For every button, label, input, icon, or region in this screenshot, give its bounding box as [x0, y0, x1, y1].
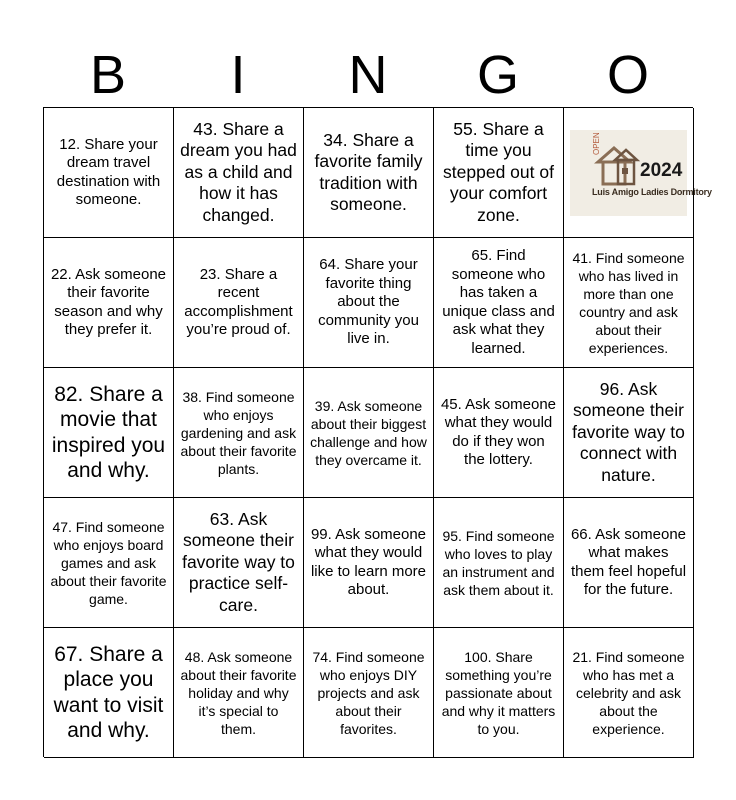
bingo-header	[43, 44, 693, 106]
cell-text: 64. Share your favorite thing about the community you live in.	[318, 256, 419, 348]
cell-text: 55. Share a time you stepped out of your comfort zone.	[443, 118, 554, 225]
bingo-cell[interactable]	[44, 368, 174, 498]
header-letter-b: B	[89, 45, 127, 105]
bingo-cell[interactable]	[434, 628, 564, 758]
bingo-cell[interactable]	[174, 108, 304, 238]
cell-text: 99. Ask someone what they would like to learn more about.	[310, 525, 427, 598]
cell-text: 66. Ask someone what makes them feel hopeful for the future.	[570, 525, 687, 598]
cell-text: 63. Ask someone their favorite way to practice self-care.	[182, 508, 295, 615]
cell-text: 39. Ask someone about their biggest challenge and how they overcame it.	[310, 397, 427, 468]
bingo-cell[interactable]	[564, 238, 694, 368]
bingo-cell[interactable]	[174, 238, 304, 368]
cell-text: 38. Find someone who enjoys gardening and ask about their favorite plants.	[180, 388, 297, 477]
cell-text: 65. Find someone who has taken a unique class and ask what they learned.	[442, 247, 555, 357]
bingo-cell[interactable]	[44, 628, 174, 758]
free-space-cell[interactable]	[564, 108, 712, 238]
bingo-cell[interactable]	[174, 368, 304, 498]
cell-text: 43. Share a dream you had as a child and how it has changed.	[180, 118, 297, 225]
bingo-cell[interactable]	[304, 238, 434, 368]
cell-text: 41. Find someone who has lived in more than one country and ask about their experiences.	[572, 249, 685, 356]
cell-text: 95. Find someone who loves to play an instrument and ask them about it.	[442, 527, 555, 598]
bingo-cell[interactable]	[44, 238, 174, 368]
cell-text: 22. Ask someone their favorite season and why they prefer it.	[50, 265, 167, 338]
dormitory-logo	[570, 130, 712, 216]
bingo-cell[interactable]	[44, 108, 174, 238]
bingo-cell[interactable]	[564, 368, 694, 498]
header-letter-g: G	[476, 45, 519, 105]
bingo-grid	[43, 107, 712, 757]
cell-text: 74. Find someone who enjoys DIY projects and ask about their favorites.	[312, 648, 425, 737]
header-letter-n: N	[348, 45, 388, 105]
header-letter-o: O	[606, 45, 649, 105]
bingo-cell[interactable]	[434, 108, 564, 238]
bingo-cell[interactable]	[304, 368, 434, 498]
cell-text: 12. Share your dream travel destination with someone.	[56, 135, 161, 208]
cell-text: 47. Find someone who enjoys board games and ask about their favorite game.	[50, 518, 167, 607]
cell-text: 48. Ask someone about their favorite holiday and why it’s special to them.	[180, 648, 297, 737]
logo-open-text: OPEN	[592, 131, 601, 155]
cell-text: 100. Share something you’re passionate about and why it matters to you.	[441, 648, 556, 737]
bingo-cell[interactable]	[564, 498, 694, 628]
cell-text: 67. Share a place you want to visit and why.	[53, 642, 164, 742]
bingo-cell[interactable]	[304, 628, 434, 758]
cell-text: 96. Ask someone their favorite way to connect with nature.	[572, 378, 685, 485]
cell-text: 34. Share a favorite family tradition with someone.	[314, 129, 423, 214]
header-letter-i: I	[230, 45, 246, 105]
cell-text: 45. Ask someone what they would do if they won the lottery.	[440, 395, 557, 468]
bingo-cell[interactable]	[304, 498, 434, 628]
bingo-cell[interactable]	[564, 628, 694, 758]
bingo-cell[interactable]	[434, 498, 564, 628]
bingo-cell[interactable]	[434, 368, 564, 498]
cell-text: 21. Find someone who has met a celebrity and ask about the experience.	[572, 648, 685, 737]
logo-year: 2024	[640, 159, 683, 181]
bingo-cell[interactable]	[174, 498, 304, 628]
cell-text: 82. Share a movie that inspired you and why.	[51, 382, 166, 482]
cell-text: 23. Share a recent accomplishment you’re proud of.	[184, 265, 293, 338]
logo-dormitory-name: Luis Amigo Ladies Dormitory	[592, 186, 712, 197]
bingo-cell[interactable]	[44, 498, 174, 628]
bingo-cell[interactable]	[434, 238, 564, 368]
bingo-cell[interactable]	[304, 108, 434, 238]
bingo-cell[interactable]	[174, 628, 304, 758]
